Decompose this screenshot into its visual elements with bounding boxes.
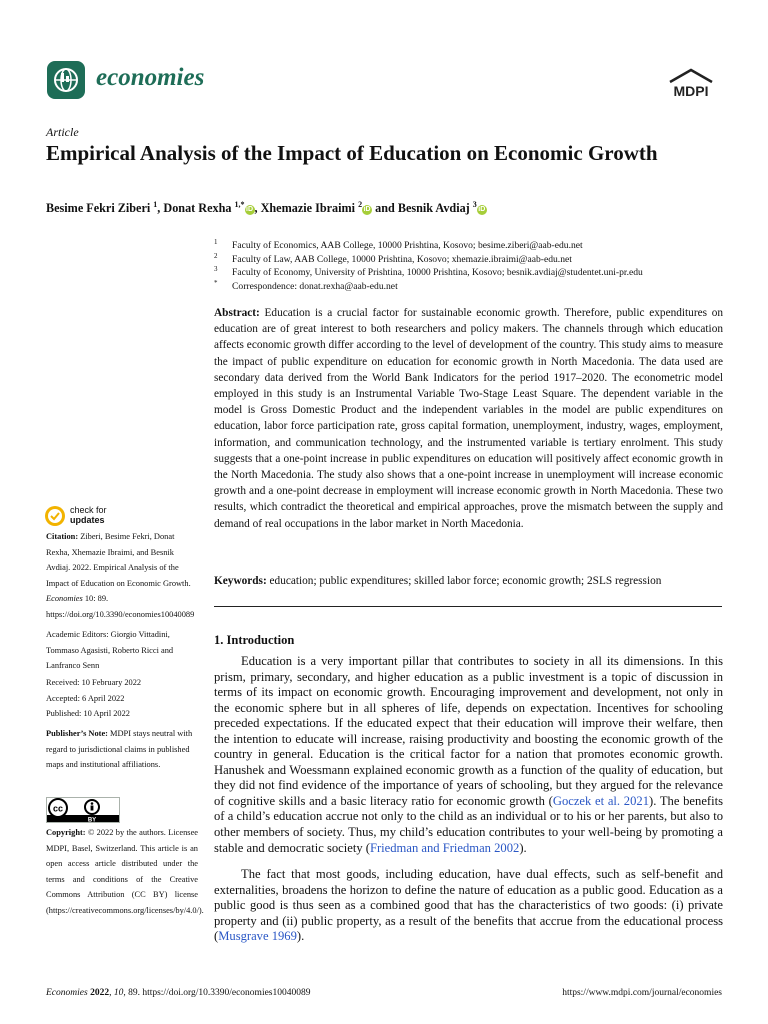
publisher-note [46, 726, 198, 773]
author-name[interactable]: Besnik Avdiaj [397, 201, 470, 216]
received-date: Received: 10 February 2022 [46, 678, 142, 687]
affiliation-text: Faculty of Economy, University of Prishtina, 10000 Prishtina, Kosovo; besnik.avdiaj@studentet.uni-pr.edu [232, 267, 643, 278]
affiliation-number: 2 [214, 252, 218, 260]
orcid-icon[interactable]: iD [246, 206, 253, 214]
affiliation-text: Faculty of Law, AAB College, 10000 Prishtina, Kosovo; xhemazie.ibraimi@aab-edu.net [232, 254, 572, 265]
svg-text:cc: cc [52, 803, 64, 814]
citation-block [46, 529, 198, 622]
author-name[interactable]: Besime Fekri Ziberi [46, 201, 151, 216]
footer-year: 2022 [90, 988, 110, 998]
check-for-updates-line2: updates [70, 515, 105, 525]
publisher-note-label: Publisher’s Note: [46, 729, 108, 738]
citation-doi[interactable]: 10: 89. https://doi.org/10.3390/economies10040089 [46, 594, 195, 619]
article-type: Article [46, 125, 79, 139]
author-name[interactable]: Xhemazie Ibraimi [260, 201, 356, 216]
correspondence-text: Correspondence: donat.rexha@aab-edu.net [232, 281, 398, 292]
citation-link[interactable]: Friedman and Friedman 2002 [369, 840, 520, 855]
citation-label: Citation: [46, 532, 79, 541]
orcid-icon[interactable]: iD [363, 206, 371, 214]
affiliation-number: 1 [214, 238, 218, 246]
abstract [214, 305, 723, 532]
abstract-text: Education is a crucial factor for sustainable economic growth. Therefore, public expenditures on education are of great interest to both researchers and policy makers. The channels through which education affects economic growth differ according to the level of development of the country. This study aims to measure the impact of public expenditure on education for economic growth in North Macedonia. The data used are secondary data derived from the World Bank Indicators for the period 1917–2020. The econometric model employed in this study is an Instrumental Variable Two-Stage Least Square. The dependent variable in the model is Gross Domestic Product and the independent variables in the model are public expenditures on education, labor force participation rate, gross capital formation, unemployment, industry, wages, employment, information, and communication technology, and the instrumented variable is tertiary enrolment. This study suggests that a one-point increase in public expenditures on education will positively affect economic growth in the North Macedonia. The study also shows that a one-point increase in unemployment will increase economic growth and a one-point decrease in employment will increase economic growth in North Macedonia. These two results, which contradict the theoretical and empirical approaches, prove the mismatch between the supply and demand of real occupations in the labor market in North Macedonia. [214, 307, 723, 530]
author-sup: 1,* [234, 200, 245, 209]
divider [214, 606, 722, 607]
copyright-label: Copyright: [46, 828, 86, 837]
footer-journal-url[interactable]: https://www.mdpi.com/journal/economies [562, 988, 722, 998]
abstract-label: Abstract: [214, 307, 260, 319]
author-name[interactable]: Donat Rexha [163, 201, 232, 216]
paragraph [214, 867, 723, 945]
accepted-date: Accepted: 6 April 2022 [46, 693, 125, 703]
footer-journal: Economies [46, 988, 88, 998]
orcid-icon[interactable]: iD [478, 206, 486, 214]
paragraph [214, 654, 723, 856]
check-for-updates[interactable] [70, 505, 107, 525]
paragraph-text: ). [296, 929, 305, 944]
check-for-updates-icon[interactable] [44, 505, 66, 527]
citation-journal: Economies [46, 594, 83, 603]
published-date: Published: 10 April 2022 [46, 709, 130, 718]
keywords [214, 573, 723, 589]
author-sup: 3 [472, 200, 477, 209]
check-for-updates-line1: check for [70, 505, 107, 515]
author-list: Besime Fekri Ziberi $^1$, Donat Rexha $^{1,*}$iD , Xhemazie Ibraimi $^2$iD and Besnik Avdiaj $^3$iD [46, 200, 486, 216]
citation-link[interactable]: Musgrave 1969 [218, 929, 297, 944]
cc-by-license-icon[interactable] [46, 797, 120, 823]
copyright-text: © 2022 by the authors. Licensee MDPI, Basel, Switzerland. This article is an open access article distributed under the terms and conditions of the Creative Commons Attribution (CC BY) license (https://creativecommons.org/licenses/by/4.0/). [46, 828, 204, 915]
author-sup: 2 [358, 200, 363, 209]
cc-by-label: BY [87, 817, 97, 823]
paragraph-text: ). The benefits of a child’s education accrue not only to the child as an individual or to his or her parents, but also to other members of society. Thus, my child’s education contributes to your well-being by promoting a stable and democratic society ( [214, 793, 723, 855]
citation-link[interactable]: Goczek et al. 2021 [552, 793, 649, 808]
citation-text: Ziberi, Besime Fekri, Donat Rexha, Xhemazie Ibraimi, and Besnik Avdiaj. 2022. Empirical Analysis of the Impact of Education on Economic Growth. [46, 532, 191, 588]
section-heading: 1. Introduction [214, 633, 295, 647]
mdpi-logo-icon[interactable] [664, 68, 718, 100]
footer-citation: Economies 2022, 10, 89. https://doi.org/10.3390/economies10040089 [46, 988, 311, 998]
publisher-note-text: MDPI stays neutral with regard to jurisdictional claims in published maps and institutional affiliations. [46, 729, 193, 769]
footer-doi[interactable]: , 89. https://doi.org/10.3390/economies10040089 [123, 988, 311, 998]
paragraph-text: The fact that most goods, including education, have dual effects, such as self-benefit and externalities, broadens the horizon to define the nature of education as a public good. Education as a public good is thus seen as a combined good that has the characteristics of two goods: (i) private property and (ii) public property, as a result of the benefits that accrue from the educational process ( [214, 867, 723, 944]
affiliation-number: 3 [214, 265, 218, 273]
academic-editors: Academic Editors: Giorgio Vittadini, Tommaso Agasisti, Roberto Ricci and Lanfranco Senn [46, 630, 174, 670]
dates-block [46, 675, 198, 722]
journal-name[interactable]: economies [96, 64, 205, 91]
keywords-label: Keywords: [214, 575, 267, 587]
keywords-text: education; public expenditures; skilled labor force; economic growth; 2SLS regression [269, 575, 662, 587]
affiliation-text: Faculty of Economics, AAB College, 10000 Prishtina, Kosovo; besime.ziberi@aab-edu.net [232, 240, 583, 251]
mdpi-logo-text: MDPI [673, 83, 709, 99]
footer-volume: 10 [113, 988, 124, 998]
affiliation-number: * [214, 279, 218, 287]
paragraph-text: ). [519, 840, 527, 855]
article-title: Empirical Analysis of the Impact of Education on Economic Growth [46, 141, 658, 165]
paragraph-text: Education is a very important pillar that contributes to society in all its dimensions. In this prism, primary, secondary, and higher education as a public investment is a topic of discussion in terms of its impact on economic growth. Encouraging improvement and development, not only in the economic sphere but in all spheres of life, depends on expectation. Incentives for schooling preceded expectations. If the educated expect that their education will improve their welfare, then the intention to educate will increase, raising productivity and boosting the economic growth of the country in general. Education is the critical factor for a nation that promotes economic growth. Hanushek and Woessmann explained economic growth as a function of the quality of education, but they did not find evidence of the importance of years of schooling, but they argued for the relevance of cognitive skills and a basic literacy ratio for economic growth ( [214, 654, 723, 808]
author-sup: 1 [153, 200, 158, 209]
copyright-block [46, 825, 204, 918]
journal-logo-icon[interactable] [46, 60, 86, 100]
